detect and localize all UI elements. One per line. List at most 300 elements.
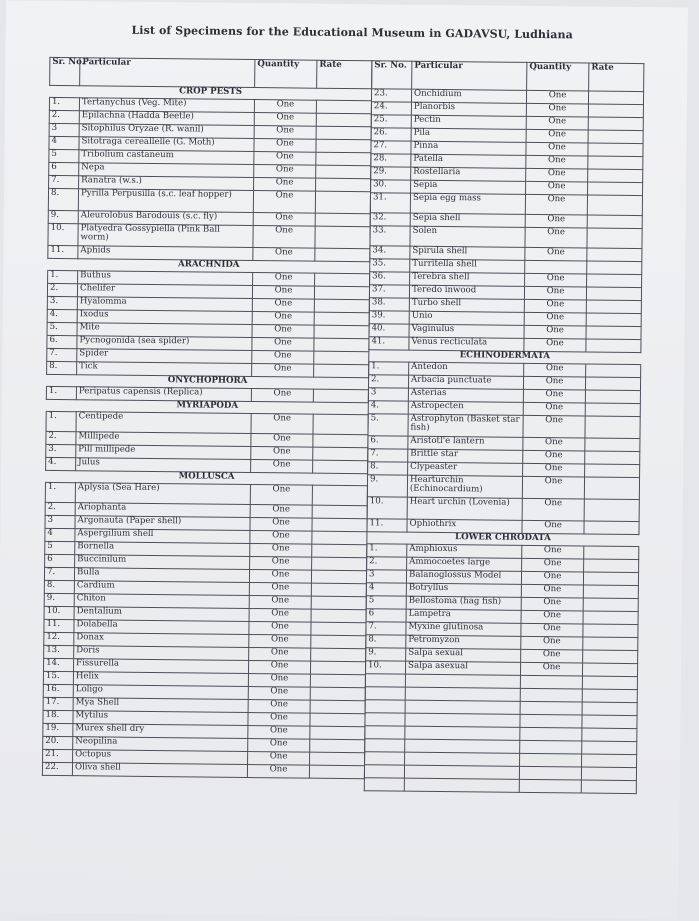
sr-no-cell xyxy=(365,713,405,726)
sr-no-cell: 2. xyxy=(45,502,75,515)
rate-cell xyxy=(313,389,368,403)
rate-cell xyxy=(314,364,369,378)
quantity-cell: One xyxy=(252,299,314,313)
particular-cell: Octopus xyxy=(73,750,248,765)
rate-cell xyxy=(315,273,370,287)
quantity-cell xyxy=(520,727,582,741)
sr-no-cell: 15. xyxy=(43,671,73,684)
particular-cell: Teredo inwood xyxy=(409,285,524,299)
particular-cell: Sitophilus Oryzae (R. wanil) xyxy=(79,124,254,139)
particular-cell: Buccinilum xyxy=(75,555,250,570)
page-title: List of Specimens for the Educational Museum in GADAVSU, Ludhiana xyxy=(131,23,573,42)
particular-cell: Balanoglossus Model xyxy=(406,570,521,584)
header-sr-no: Sr. No. xyxy=(50,57,80,85)
quantity-cell: One xyxy=(524,299,586,313)
rate-cell xyxy=(310,687,365,701)
sr-no-cell: 9. xyxy=(44,593,74,606)
sr-no-cell xyxy=(364,765,404,778)
rate-cell xyxy=(316,178,371,192)
quantity-cell: One xyxy=(249,570,311,584)
particular-cell xyxy=(405,739,520,753)
particular-cell: Pila xyxy=(411,128,526,142)
sr-no-cell: 5 xyxy=(45,541,75,554)
table-row xyxy=(370,193,642,216)
particular-cell: Argonauta (Paper shell) xyxy=(75,516,250,531)
particular-cell: Ophiothrix xyxy=(407,519,522,533)
rate-cell xyxy=(314,312,369,326)
quantity-cell: One xyxy=(252,312,314,326)
particular-cell: Hearturchin (Echinocardium) xyxy=(407,475,522,498)
rate-cell xyxy=(586,300,641,314)
quantity-cell: One xyxy=(248,739,310,753)
quantity-cell: One xyxy=(522,545,584,559)
particular-cell xyxy=(405,752,520,766)
sr-no-cell: 24. xyxy=(371,102,411,115)
rate-cell xyxy=(311,570,366,584)
quantity-cell: One xyxy=(251,434,313,448)
table-row xyxy=(364,778,636,794)
particular-cell xyxy=(405,687,520,701)
rate-cell xyxy=(312,531,367,545)
sr-no-cell: 4. xyxy=(46,457,76,470)
quantity-cell: One xyxy=(526,142,588,156)
sr-no-cell: 1. xyxy=(46,386,76,399)
quantity-cell xyxy=(520,675,582,689)
sr-no-cell: 3 xyxy=(366,570,406,583)
sr-no-cell: 1. xyxy=(49,97,79,110)
rate-cell xyxy=(316,113,371,127)
sr-no-cell: 10. xyxy=(365,661,405,674)
sr-no-cell: 31. xyxy=(370,193,410,213)
sr-no-cell: 40. xyxy=(369,324,409,337)
quantity-cell: One xyxy=(253,191,315,214)
particular-cell: Ariophanta xyxy=(75,503,250,518)
sr-no-cell: 10. xyxy=(367,497,407,519)
sr-no-cell: 8. xyxy=(48,188,78,210)
particular-cell: Epilachna (Hadda Beetle) xyxy=(79,111,254,126)
sr-no-cell xyxy=(365,726,405,739)
rate-cell xyxy=(311,635,366,649)
quantity-cell: One xyxy=(523,450,585,464)
rate-cell xyxy=(584,499,639,522)
sr-no-cell: 39. xyxy=(369,311,409,324)
quantity-cell: One xyxy=(251,389,313,403)
particular-cell: Lampetra xyxy=(406,609,521,623)
quantity-cell: One xyxy=(252,325,314,339)
rate-cell xyxy=(315,248,370,262)
quantity-cell: One xyxy=(251,460,313,474)
particular-cell: Oliva shell xyxy=(72,763,247,778)
particular-cell: Bellostoma (hag fish) xyxy=(406,596,521,610)
particular-cell: Spider xyxy=(77,349,252,364)
rate-cell xyxy=(588,104,643,118)
particular-cell: Fissurella xyxy=(73,659,248,674)
quantity-cell: One xyxy=(253,273,315,287)
rate-cell xyxy=(583,611,638,625)
particular-cell: Platyedra Gossypiella (Pink Ball worm) xyxy=(78,224,253,248)
sr-no-cell: 5 xyxy=(366,596,406,609)
rate-cell xyxy=(582,715,637,729)
quantity-cell: One xyxy=(521,597,583,611)
particular-cell: Sepia xyxy=(411,180,526,194)
quantity-cell: One xyxy=(521,571,583,585)
sr-no-cell: 8. xyxy=(368,462,408,475)
quantity-cell: One xyxy=(247,765,309,779)
quantity-cell xyxy=(519,766,581,780)
rate-cell xyxy=(582,676,637,690)
quantity-cell: One xyxy=(249,609,311,623)
particular-cell: Centipede xyxy=(76,412,251,434)
sr-no-cell: 3 xyxy=(368,388,408,401)
rate-cell xyxy=(583,585,638,599)
particular-cell xyxy=(405,674,520,688)
rate-cell xyxy=(584,477,639,500)
specimen-table-left xyxy=(42,57,373,779)
rate-cell xyxy=(588,182,643,196)
particular-cell: Bornella xyxy=(75,542,250,557)
quantity-cell: One xyxy=(526,129,588,143)
rate-cell xyxy=(585,403,640,417)
particular-cell: Onchidium xyxy=(411,89,526,103)
sr-no-cell: 2. xyxy=(47,283,77,296)
rate-cell xyxy=(310,674,365,688)
quantity-cell: One xyxy=(248,752,310,766)
particular-cell: Loligo xyxy=(73,685,248,700)
rate-cell xyxy=(583,598,638,612)
sr-no-cell: 7. xyxy=(49,175,79,188)
rate-cell xyxy=(312,505,367,519)
rate-cell xyxy=(315,226,370,249)
quantity-cell: One xyxy=(526,181,588,195)
particular-cell: Ammocoetes large xyxy=(407,557,522,571)
rate-cell xyxy=(582,689,637,703)
sr-no-cell: 20. xyxy=(43,736,73,749)
quantity-cell: One xyxy=(252,286,314,300)
rate-cell xyxy=(582,663,637,677)
quantity-cell: One xyxy=(253,226,315,249)
sr-no-cell xyxy=(365,752,405,765)
particular-cell: Astropecten xyxy=(408,401,523,415)
quantity-cell: One xyxy=(249,583,311,597)
sr-no-cell: 6 xyxy=(49,162,79,175)
rate-cell xyxy=(313,447,368,461)
sr-no-cell: 17. xyxy=(43,697,73,710)
particular-cell: Aphids xyxy=(78,246,253,261)
rate-cell xyxy=(586,339,641,353)
particular-cell: Planorbis xyxy=(411,102,526,116)
particular-cell: Clypeaster xyxy=(408,462,523,476)
particular-cell: Donax xyxy=(74,633,249,648)
particular-cell: Aristotl'e lantern xyxy=(408,436,523,450)
particular-cell: Cardium xyxy=(74,581,249,596)
particular-cell: Patella xyxy=(411,154,526,168)
rate-cell xyxy=(311,583,366,597)
quantity-cell: One xyxy=(526,90,588,104)
particular-cell: Julus xyxy=(76,458,251,473)
particular-cell: Unio xyxy=(409,311,524,325)
particular-cell xyxy=(405,713,520,727)
rate-cell xyxy=(585,451,640,465)
particular-cell: Turbo shell xyxy=(409,298,524,312)
sr-no-cell: 5. xyxy=(368,414,408,436)
rate-cell xyxy=(583,624,638,638)
rate-cell xyxy=(582,728,637,742)
sr-no-cell: 4 xyxy=(366,583,406,596)
sr-no-cell: 4 xyxy=(45,528,75,541)
rate-cell xyxy=(585,438,640,452)
quantity-cell: One xyxy=(525,214,587,228)
sr-no-cell: 2. xyxy=(46,431,76,444)
particular-cell: Tribolium castaneum xyxy=(79,150,254,165)
sr-no-cell: 3 xyxy=(45,515,75,528)
rate-cell xyxy=(316,139,371,153)
sr-no-cell: 4 xyxy=(49,136,79,149)
quantity-cell: One xyxy=(525,247,587,261)
quantity-cell: One xyxy=(526,155,588,169)
particular-cell: Antedon xyxy=(409,362,524,376)
quantity-cell: One xyxy=(254,178,316,192)
sr-no-cell: 1. xyxy=(46,411,76,431)
quantity-cell: One xyxy=(523,389,585,403)
sr-no-cell: 30. xyxy=(371,180,411,193)
sr-no-cell: 21. xyxy=(43,749,73,762)
rate-cell xyxy=(581,767,636,781)
sr-no-cell: 4. xyxy=(47,309,77,322)
quantity-cell: One xyxy=(520,662,582,676)
sr-no-cell: 9. xyxy=(366,648,406,661)
sr-no-cell: 11. xyxy=(48,245,78,258)
particular-cell: Arbacia punctuate xyxy=(408,375,523,389)
quantity-cell xyxy=(520,753,582,767)
sr-no-cell: 2. xyxy=(49,110,79,123)
rate-cell xyxy=(583,637,638,651)
sr-no-cell: 22. xyxy=(42,762,72,775)
rate-cell xyxy=(588,91,643,105)
header-particular: Particular xyxy=(412,61,527,90)
quantity-cell: One xyxy=(251,414,313,435)
rate-cell xyxy=(312,518,367,532)
rate-cell xyxy=(311,609,366,623)
section-heading: ONYCHOPHORA xyxy=(46,374,368,389)
sr-no-cell: 1. xyxy=(48,270,78,283)
sr-no-cell: 37. xyxy=(369,285,409,298)
particular-cell: Salpa sexual xyxy=(406,648,521,662)
particular-cell: Mytilus xyxy=(73,711,248,726)
rate-cell xyxy=(316,152,371,166)
rate-cell xyxy=(311,622,366,636)
particular-cell: Terebra shell xyxy=(410,272,525,286)
sr-no-cell xyxy=(365,700,405,713)
quantity-cell: One xyxy=(250,557,312,571)
quantity-cell: One xyxy=(525,194,587,215)
rate-cell xyxy=(585,416,640,439)
table-row xyxy=(42,762,364,778)
quantity-cell: One xyxy=(526,103,588,117)
particular-cell: Mya Shell xyxy=(73,698,248,713)
rate-cell xyxy=(588,169,643,183)
particular-cell: Solen xyxy=(410,226,525,247)
particular-cell: Pill millipede xyxy=(76,445,251,460)
particular-cell: Rostellaria xyxy=(411,167,526,181)
sr-no-cell: 8. xyxy=(366,635,406,648)
particular-cell: Chiton xyxy=(74,594,249,609)
quantity-cell: One xyxy=(249,622,311,636)
sr-no-cell: 6 xyxy=(366,609,406,622)
rate-cell xyxy=(585,464,640,478)
table-row xyxy=(367,497,639,522)
header-rate: Rate xyxy=(317,60,372,89)
sr-no-cell: 27. xyxy=(371,141,411,154)
quantity-cell: One xyxy=(248,713,310,727)
particular-cell: Brittle star xyxy=(408,449,523,463)
quantity-cell: One xyxy=(521,584,583,598)
quantity-cell: One xyxy=(249,635,311,649)
sr-no-cell: 2. xyxy=(368,375,408,388)
sr-no-cell: 5. xyxy=(47,322,77,335)
sr-no-cell: 29. xyxy=(371,167,411,180)
sr-no-cell: 12. xyxy=(44,632,74,645)
section-heading: MYRIAPODA xyxy=(46,399,368,414)
sr-no-cell: 8. xyxy=(44,580,74,593)
rate-cell xyxy=(582,702,637,716)
particular-cell: Neopilina xyxy=(73,737,248,752)
particular-cell: Astrophyton (Basket star fish) xyxy=(408,414,523,437)
particular-cell: Millipede xyxy=(76,432,251,447)
sr-no-cell xyxy=(365,687,405,700)
sr-no-cell: 6. xyxy=(368,436,408,449)
rate-cell xyxy=(312,544,367,558)
section-heading: LOWER CHRODATA xyxy=(367,532,639,547)
rate-cell xyxy=(586,326,641,340)
quantity-cell: One xyxy=(251,447,313,461)
particular-cell: Vaginulus xyxy=(409,324,524,338)
quantity-cell: One xyxy=(252,338,314,352)
quantity-cell: One xyxy=(250,518,312,532)
quantity-cell: One xyxy=(248,687,310,701)
rate-cell xyxy=(313,414,368,435)
sr-no-cell: 13. xyxy=(44,645,74,658)
particular-cell xyxy=(405,726,520,740)
sr-no-cell: 7. xyxy=(44,567,74,580)
particular-cell: Turritella shell xyxy=(410,259,525,273)
particular-cell: Botryllus xyxy=(406,583,521,597)
rate-cell xyxy=(586,364,641,378)
header-rate: Rate xyxy=(589,63,644,92)
quantity-cell: One xyxy=(523,415,585,438)
sr-no-cell: 7. xyxy=(368,449,408,462)
quantity-cell: One xyxy=(522,476,584,499)
sr-no-cell: 14. xyxy=(43,658,73,671)
header-quantity: Quantity xyxy=(527,62,589,91)
sr-no-cell: 3. xyxy=(46,444,76,457)
particular-cell: Amphioxus xyxy=(407,544,522,558)
rate-cell xyxy=(316,100,371,114)
quantity-cell: One xyxy=(252,364,314,378)
quantity-cell: One xyxy=(248,661,310,675)
sr-no-cell: 41. xyxy=(369,337,409,350)
quantity-cell: One xyxy=(250,544,312,558)
rate-cell xyxy=(316,126,371,140)
particular-cell: Hyalomma xyxy=(77,297,252,312)
sr-no-cell: 18. xyxy=(43,710,73,723)
sr-no-cell: 1. xyxy=(45,482,75,502)
rate-cell xyxy=(311,596,366,610)
rate-cell xyxy=(315,213,370,227)
quantity-cell: One xyxy=(250,531,312,545)
particular-cell: Petromyzon xyxy=(406,635,521,649)
rate-cell xyxy=(314,351,369,365)
sr-no-cell: 28. xyxy=(371,154,411,167)
quantity-cell: One xyxy=(522,498,584,521)
particular-cell: Murex shell dry xyxy=(73,724,248,739)
quantity-cell: One xyxy=(254,126,316,140)
rate-cell xyxy=(585,390,640,404)
sr-no-cell: 33. xyxy=(370,226,410,246)
quantity-cell: One xyxy=(523,463,585,477)
particular-cell: Salpa asexual xyxy=(405,661,520,675)
particular-cell: Venus recticulata xyxy=(409,337,524,351)
rate-cell xyxy=(587,248,642,262)
sr-no-cell xyxy=(365,739,405,752)
quantity-cell xyxy=(520,714,582,728)
particular-cell: Aspergilium shell xyxy=(75,529,250,544)
sr-no-cell: 11. xyxy=(367,519,407,532)
rate-cell xyxy=(314,299,369,313)
quantity-cell: One xyxy=(253,213,315,227)
particular-cell xyxy=(405,700,520,714)
rate-cell xyxy=(313,460,368,474)
section-heading: MOLLUSCA xyxy=(45,470,367,485)
quantity-cell: One xyxy=(521,623,583,637)
rate-cell xyxy=(310,661,365,675)
rate-cell xyxy=(587,261,642,275)
quantity-cell: One xyxy=(524,286,586,300)
sr-no-cell: 7. xyxy=(47,348,77,361)
quantity-cell: One xyxy=(250,505,312,519)
particular-cell: Pectin xyxy=(411,115,526,129)
quantity-cell: One xyxy=(248,674,310,688)
quantity-cell: One xyxy=(249,596,311,610)
rate-cell xyxy=(310,713,365,727)
quantity-cell: One xyxy=(524,363,586,377)
quantity-cell xyxy=(520,688,582,702)
rate-cell xyxy=(586,287,641,301)
quantity-cell: One xyxy=(249,648,311,662)
rate-cell xyxy=(585,377,640,391)
particular-cell: Aleurolobus Barodouis (s.c. fly) xyxy=(78,211,253,226)
rate-cell xyxy=(309,765,364,779)
quantity-cell: One xyxy=(526,116,588,130)
particular-cell: Peripatus capensis (Replica) xyxy=(76,387,251,402)
particular-cell: Bulla xyxy=(74,568,249,583)
quantity-cell xyxy=(519,779,581,793)
particular-cell: Pinna xyxy=(411,141,526,155)
particular-cell: Tick xyxy=(77,362,252,377)
sr-no-cell: 3 xyxy=(49,123,79,136)
rate-cell xyxy=(583,650,638,664)
sr-no-cell: 6. xyxy=(47,335,77,348)
rate-cell xyxy=(310,752,365,766)
sr-no-cell: 4. xyxy=(368,401,408,414)
header-sr-no: Sr. No. xyxy=(372,61,412,89)
quantity-cell: One xyxy=(524,325,586,339)
particular-cell: Pycnogonida (sea spider) xyxy=(77,336,252,351)
particular-cell: Dolabella xyxy=(74,620,249,635)
particular-cell: Nepa xyxy=(79,163,254,178)
rate-cell xyxy=(588,117,643,131)
sr-no-cell: 10. xyxy=(44,606,74,619)
sr-no-cell: 32. xyxy=(370,213,410,226)
